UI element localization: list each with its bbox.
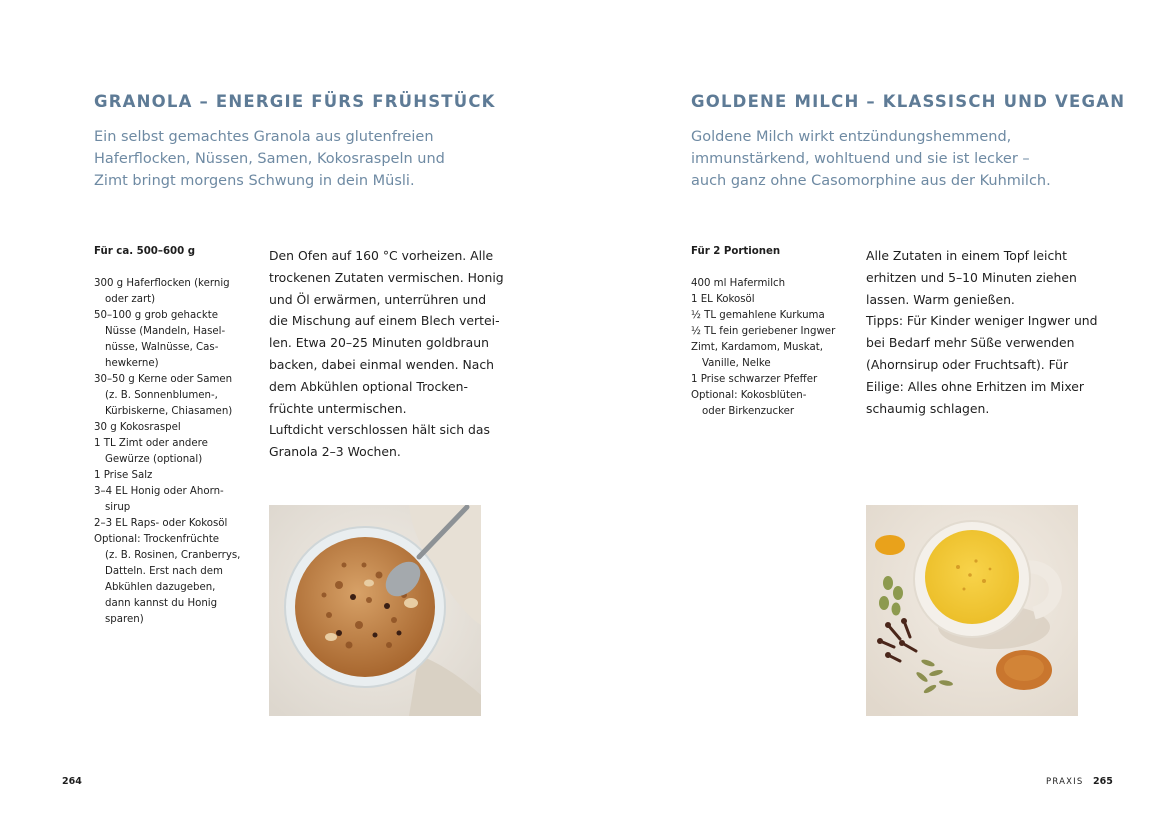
granola-serving: Für ca. 500–600 g [94,246,196,257]
ingredient-item [691,372,835,388]
ingredient-item [691,292,835,308]
ingredient-item [94,468,240,484]
ingredient-line: 400 ml Hafermilch [691,278,786,289]
ingredient-item [94,420,240,436]
golden-milk-serving: Für 2 Portionen [691,246,781,257]
golden-milk-photo [866,505,1078,716]
ingredient-line: 30–50 g Kerne oder Samen [94,374,233,385]
instruction-line: früchte untermischen. [269,400,407,416]
intro-line: Goldene Milch wirkt entzündungshemmend, [691,129,1012,145]
ingredient-line: ½ TL fein geriebener Ingwer [691,326,836,337]
ingredient-line: 3–4 EL Honig oder Ahorn- [94,486,224,497]
instruction-line: backen, dabei einmal wenden. Nach [269,356,495,372]
instruction-line: erhitzen und 5–10 Minuten ziehen [866,269,1077,285]
instruction-line: Tipps: Für Kinder weniger Ingwer und [866,313,1098,329]
golden-milk-ingredients [691,276,835,420]
instruction-line: Den Ofen auf 160 °C vorheizen. Alle [269,248,494,263]
ingredient-line: Optional: Kokosblüten- [691,390,807,401]
golden-milk-instructions [866,245,1098,419]
intro-line: Ein selbst gemachtes Granola aus glutenfreien [94,129,434,145]
ingredient-line: Kürbiskerne, Chiasamen) [105,406,233,417]
instruction-line: und Öl erwärmen, unterrühren und [269,291,487,307]
instruction-line: schaumig schlagen. [866,400,990,416]
ingredient-line: oder Birkenzucker [702,406,795,417]
ingredient-line: 50–100 g grob gehackte [94,310,219,321]
granola-instructions [269,245,504,463]
ingredient-item [94,276,240,308]
golden-milk-title: GOLDENE MILCH – KLASSISCH UND VEGAN [691,92,1126,111]
ingredient-line: Nüsse (Mandeln, Hasel- [105,326,226,337]
ingredient-line: 300 g Haferflocken (kernig [94,278,230,289]
instruction-line: trockenen Zutaten vermischen. Honig [269,269,504,285]
ingredient-line: 1 EL Kokosöl [691,294,755,305]
ingredient-line: sparen) [105,614,144,625]
page-number-left: 264 [62,776,82,787]
ingredient-line: 1 Prise Salz [94,470,153,481]
ingredient-item [94,484,240,516]
ingredient-line: (z. B. Sonnenblumen-, [105,390,218,401]
ingredient-line: dann kannst du Honig [105,598,218,609]
instruction-line: bei Bedarf mehr Süße verwenden [866,335,1075,351]
ingredient-line: 1 TL Zimt oder andere [94,438,208,449]
ingredient-item [94,436,240,468]
ingredient-line: 30 g Kokosraspel [94,422,181,433]
granola-ingredients [94,276,240,628]
ingredient-line: nüsse, Walnüsse, Cas- [105,342,219,353]
instruction-line: Luftdicht verschlossen hält sich das [269,422,490,438]
right-page [586,0,1172,831]
ingredient-item [691,324,835,340]
intro-line: Zimt bringt morgens Schwung in dein Müsli. [94,173,415,189]
ingredient-line: ½ TL gemahlene Kurkuma [691,310,825,321]
ingredient-line: Zimt, Kardamom, Muskat, [691,342,823,353]
ingredient-line: (z. B. Rosinen, Cranberrys, [105,550,241,561]
section-label: PRAXIS [1046,777,1084,787]
granola-title: GRANOLA – ENERGIE FÜRS FRÜHSTÜCK [94,92,496,111]
granola-photo [269,505,481,716]
instruction-line: Eilige: Alles ohne Erhitzen im Mixer [866,378,1085,394]
instruction-line: dem Abkühlen optional Trocken- [269,378,468,394]
ingredient-line: Optional: Trockenfrüchte [94,534,220,545]
granola-intro [94,126,445,192]
ingredient-line: Abkühlen dazugeben, [105,582,216,593]
instruction-line: Alle Zutaten in einem Topf leicht [866,248,1068,263]
ingredient-item [94,308,240,372]
instruction-line: Granola 2–3 Wochen. [269,444,401,460]
ingredient-item [691,388,835,420]
ingredient-line: Datteln. Erst nach dem [105,566,223,577]
ingredient-line: Vanille, Nelke [702,358,771,369]
ingredient-item [691,340,835,372]
intro-line: auch ganz ohne Casomorphine aus der Kuhmilch. [691,173,1051,189]
ingredient-line: 1 Prise schwarzer Pfeffer [691,374,818,385]
ingredient-item [691,276,835,292]
ingredient-item [94,532,240,628]
ingredient-line: sirup [105,502,131,513]
instruction-line: lassen. Warm genießen. [866,291,1015,307]
intro-line: Haferflocken, Nüssen, Samen, Kokosraspeln und [94,151,445,167]
ingredient-line: oder zart) [105,294,156,305]
instruction-line: (Ahornsirup oder Fruchtsaft). Für [866,356,1069,372]
ingredient-line: hewkerne) [105,358,159,369]
golden-milk-cup-image [866,505,1078,716]
instruction-line: die Mischung auf einem Blech vertei- [269,313,500,329]
page-number-right: 265 [1093,776,1113,787]
instruction-line: len. Etwa 20–25 Minuten goldbraun [269,335,489,351]
ingredient-line: 2–3 EL Raps- oder Kokosöl [94,518,228,529]
ingredient-line: Gewürze (optional) [105,454,203,465]
ingredient-item [94,516,240,532]
granola-bowl-image [269,505,481,716]
golden-milk-intro [691,126,1051,192]
intro-line: immunstärkend, wohltuend und sie ist lecker – [691,151,1030,167]
ingredient-item [94,372,240,420]
ingredient-item [691,308,835,324]
